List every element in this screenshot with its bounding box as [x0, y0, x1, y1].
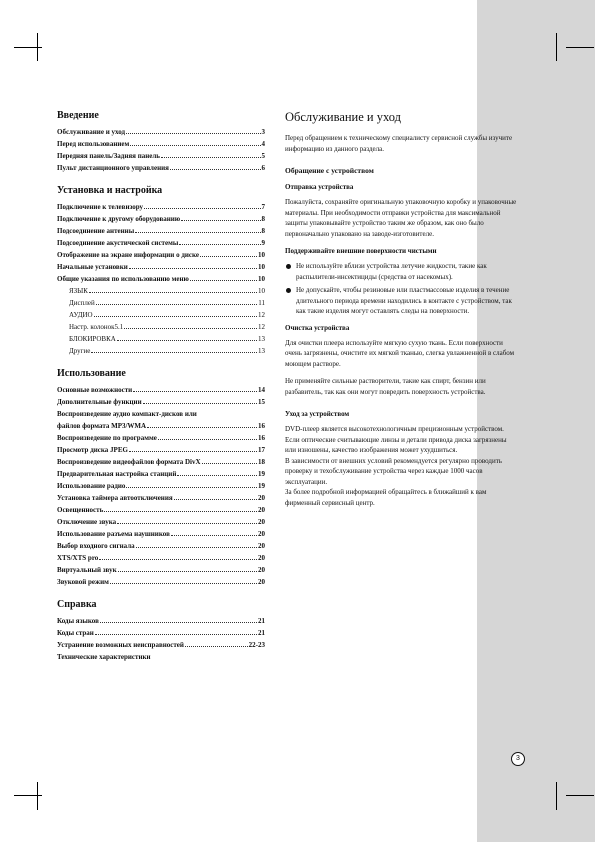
- toc-entry: [57, 504, 265, 516]
- toc-page-number: 8: [261, 227, 265, 235]
- toc-entry: [57, 150, 265, 162]
- toc-leader: [135, 226, 260, 233]
- toc-entry-text: Освещенность: [57, 506, 104, 514]
- toc-page-number: 10: [258, 263, 265, 271]
- toc-entry-text: АУДИО: [69, 311, 93, 319]
- toc-leader: [99, 553, 257, 560]
- toc-entry: [57, 468, 265, 480]
- toc-entry: [57, 225, 265, 237]
- toc-leader: [170, 163, 261, 170]
- bullet-icon: [286, 288, 291, 293]
- toc-entry-text: Просмотр диска JPEG: [57, 446, 128, 454]
- section-title: Обслуживание и уход: [285, 110, 402, 124]
- toc-entry: [57, 309, 265, 321]
- toc-entry-text: Общие указания по использованию меню: [57, 275, 189, 283]
- toc-entry-text: Обслуживание и уход: [57, 128, 126, 136]
- toc-entry: [57, 162, 265, 174]
- toc-entry-text: Подсоединение антенны: [57, 227, 135, 235]
- toc-entry: [57, 126, 265, 138]
- toc-entry: [57, 138, 265, 150]
- toc-entry-text: Воспроизведение аудио компакт-дисков или: [57, 410, 197, 418]
- toc-entry: [57, 384, 265, 396]
- care-text-2: В зависимости от внешних условий рекомендуется регулярно проводить проверку и техобслуживание устройства через каждые 1000 часов эксплуатации.: [285, 456, 502, 486]
- toc-leader: [147, 421, 257, 428]
- toc-entry-text: Отключение звука: [57, 518, 117, 526]
- toc-entry-text: Виртуальный звук: [57, 566, 117, 574]
- toc-page-number: 20: [258, 506, 265, 514]
- toc-leader: [100, 616, 257, 623]
- toc-entry-text: Пульт дистанционного управления: [57, 164, 169, 172]
- toc-page-number: 11: [258, 299, 265, 307]
- toc-page-number: 13: [258, 335, 265, 343]
- cleaning-heading: Очистка устройства: [285, 323, 350, 332]
- toc-page-number: 5: [261, 152, 265, 160]
- toc-entry: [57, 261, 265, 273]
- toc-leader: [104, 505, 257, 512]
- toc-entry: [57, 420, 265, 432]
- toc-entry-text: Технические характеристики: [57, 653, 151, 661]
- toc-page-number: 20: [258, 542, 265, 550]
- intro-text: Перед обращением к техническому специалисту сервисной службы изучите информацию из данного раздела.: [285, 134, 513, 153]
- toc-entry: [57, 333, 265, 345]
- toc-leader: [126, 481, 257, 488]
- cleaning-text-2: Не применяйте сильные растворители, такие как спирт, бензин или разбавитель, так как они могут повредить поверхность устройства.: [285, 377, 486, 396]
- toc-section-title: Использование: [57, 368, 126, 379]
- toc-entry-text: Дополнительные функции: [57, 398, 142, 406]
- toc-section: [57, 185, 265, 357]
- bullet-icon: [286, 264, 291, 269]
- toc-page-number: 20: [258, 566, 265, 574]
- toc-page-number: 10: [258, 287, 265, 295]
- toc-entry: [57, 213, 265, 225]
- toc-entry-text: Коды языков: [57, 617, 99, 625]
- toc-leader: [130, 139, 260, 146]
- toc-entry: [57, 480, 265, 492]
- toc-page-number: 19: [258, 470, 265, 478]
- toc-entry-text: Звуковой режим: [57, 578, 109, 586]
- toc-page-number: 20: [258, 494, 265, 502]
- toc-page-number: 20: [258, 518, 265, 526]
- toc-page-number: 17: [258, 446, 265, 454]
- toc-entry-text: Коды стран: [57, 629, 94, 637]
- toc-entry: [57, 249, 265, 261]
- toc-leader: [133, 385, 257, 392]
- toc-leader: [190, 274, 257, 281]
- toc-entry-text: БЛОКИРОВКА: [69, 335, 116, 343]
- toc-leader: [126, 127, 260, 134]
- toc-entry-text: Отображение на экране информации о диске: [57, 251, 199, 259]
- toc-page-number: 20: [258, 530, 265, 538]
- care-text: DVD-плеер является высокотехнологичным прецизионным устройством. Если оптические считывающие линзы и детали привода диска загрязнены или изношены, качество изображения может ухудшиться.: [285, 425, 507, 454]
- toc-entry-text: Предварительная настройка станций: [57, 470, 177, 478]
- toc-leader: [202, 457, 257, 464]
- toc-entry: [57, 273, 265, 285]
- crop-mark: [14, 795, 42, 796]
- care-heading: Уход за устройством: [285, 410, 350, 418]
- toc-entry: [57, 444, 265, 456]
- toc-page-number: 15: [258, 398, 265, 406]
- crop-mark: [556, 33, 557, 61]
- toc-entry: [57, 651, 265, 663]
- toc-entry: [57, 285, 265, 297]
- toc-section-title: Справка: [57, 599, 97, 610]
- toc-entry: [57, 540, 265, 552]
- toc-leader: [136, 541, 257, 548]
- toc-entry-text: Начальные установки: [57, 263, 128, 271]
- handling-heading: Обращение с устройством: [285, 166, 374, 175]
- toc-leader: [124, 322, 257, 329]
- toc-entry: [57, 345, 265, 357]
- toc-leader: [171, 529, 257, 536]
- toc-entry-text: Использование разъема наушников: [57, 530, 170, 538]
- toc-entry-text: Дисплей: [69, 299, 95, 307]
- toc-entry: [57, 576, 265, 588]
- surfaces-heading: Поддерживайте внешние поверхности чистыми: [285, 247, 437, 255]
- toc-leader: [95, 628, 257, 635]
- toc-entry: [57, 627, 265, 639]
- toc-leader: [161, 151, 260, 158]
- toc-entry: [57, 201, 265, 213]
- list-item: Не используйте вблизи устройства летучие жидкости, такие как распылители-инсектициды (средства от насекомых).: [285, 261, 517, 282]
- toc-page-number: 10: [258, 251, 265, 259]
- toc-leader: [94, 310, 257, 317]
- surfaces-list: [285, 261, 517, 317]
- toc-page-number: 10: [258, 275, 265, 283]
- crop-mark: [37, 782, 38, 810]
- toc-entry-text: файлов формата MP3/WMA: [57, 422, 147, 430]
- toc-entry: [57, 564, 265, 576]
- toc-page-number: 14: [258, 386, 265, 394]
- toc-leader: [117, 517, 257, 524]
- toc-page-number: 6: [261, 164, 265, 172]
- toc-entry: [57, 492, 265, 504]
- toc-page-number: 16: [258, 434, 265, 442]
- toc-entry-text: Передняя панель/Задняя панель: [57, 152, 161, 160]
- toc-leader: [158, 433, 257, 440]
- cleaning-text: Для очистки плеера используйте мягкую сухую ткань. Если поверхности очень загрязнены, очистите их мягкой тканью, слегка увлажненной в слабом моющем растворе.: [285, 338, 515, 368]
- toc-entry-text: Основные возможности: [57, 386, 133, 394]
- toc-entry: [57, 432, 265, 444]
- toc-leader: [118, 565, 257, 572]
- toc-entry-text: XTS/XTS pro: [57, 554, 99, 562]
- toc-page-number: 21: [258, 617, 265, 625]
- shipping-text: Пожалуйста, сохраняйте оригинальную упаковочную коробку и упаковочные материалы. При необходимости отправки устройства для максимальной защиты упаковывайте устройство таким же образом, как оно было первоначально упаковано на заводе-изготовителе.: [285, 198, 517, 238]
- toc-page-number: 16: [258, 422, 265, 430]
- toc-entry-text: Использование радио: [57, 482, 126, 490]
- toc-entry: [57, 408, 265, 420]
- toc-entry: [57, 552, 265, 564]
- toc-entry: [57, 321, 265, 333]
- toc-entry-text: Устранение возможных неисправностей: [57, 641, 184, 649]
- crop-mark: [14, 47, 42, 48]
- page-number: 3: [511, 752, 525, 766]
- toc-entry-text: Подключение к другому оборудованию: [57, 215, 181, 223]
- toc-entry: [57, 237, 265, 249]
- toc-page-number: 18: [258, 458, 265, 466]
- toc-entry-text: Воспроизведение видеофайлов формата DivX: [57, 458, 201, 466]
- table-of-contents: [57, 110, 265, 674]
- toc-page-number: 7: [261, 203, 265, 211]
- crop-mark: [566, 47, 594, 48]
- toc-leader: [177, 469, 257, 476]
- toc-leader: [96, 298, 258, 305]
- toc-page-number: 9: [261, 239, 265, 247]
- toc-leader: [144, 202, 260, 209]
- toc-entry-text: Установка таймера автоотключения: [57, 494, 173, 502]
- toc-entry-text: Подключение к телевизору: [57, 203, 144, 211]
- toc-leader: [117, 334, 257, 341]
- toc-leader: [129, 262, 257, 269]
- toc-section: [57, 368, 265, 588]
- toc-entry: [57, 615, 265, 627]
- toc-page-number: 8: [261, 215, 265, 223]
- shipping-heading: Отправка устройства: [285, 183, 354, 191]
- toc-entry-text: Перед использованием: [57, 140, 130, 148]
- toc-leader: [110, 577, 257, 584]
- toc-page-number: 21: [258, 629, 265, 637]
- toc-page-number: 20: [258, 554, 265, 562]
- toc-entry: [57, 297, 265, 309]
- care-text-3: За более подробной информацией обращайтесь в ближайший к вам фирменный сервисный центр.: [285, 488, 487, 507]
- toc-leader: [200, 250, 257, 257]
- toc-page-number: 3: [261, 128, 265, 136]
- toc-page-number: 12: [258, 311, 265, 319]
- toc-entry: [57, 516, 265, 528]
- toc-section: [57, 599, 265, 663]
- crop-mark: [556, 782, 557, 810]
- toc-leader: [179, 238, 260, 245]
- toc-leader: [185, 640, 248, 647]
- toc-leader: [181, 214, 260, 221]
- toc-page-number: 12: [258, 323, 265, 331]
- toc-entry-text: Настр. колонок5.1: [69, 323, 124, 331]
- toc-leader: [129, 445, 257, 452]
- crop-mark: [566, 795, 594, 796]
- toc-page-number: 13: [258, 347, 265, 355]
- toc-entry: [57, 456, 265, 468]
- toc-page-number: 22-23: [248, 641, 265, 649]
- toc-entry-text: Воспроизведение по программе: [57, 434, 157, 442]
- toc-leader: [89, 286, 257, 293]
- maintenance-section: [285, 110, 517, 515]
- toc-entry-text: Выбор входного сигнала: [57, 542, 135, 550]
- list-item: Не допускайте, чтобы резиновые или пластмассовые изделия в течение длительного периода времени находились в контакте с устройством, так как такие изделия могут оставлять следы на поверхности.: [285, 285, 517, 317]
- toc-entry: [57, 639, 265, 651]
- toc-section-title: Введение: [57, 110, 99, 121]
- toc-leader: [91, 346, 257, 353]
- toc-leader: [174, 493, 257, 500]
- toc-entry: [57, 528, 265, 540]
- toc-leader: [143, 397, 257, 404]
- toc-entry: [57, 396, 265, 408]
- toc-entry-text: Подсоединение акустической системы: [57, 239, 179, 247]
- toc-entry-text: Другие: [69, 347, 91, 355]
- toc-section: [57, 110, 265, 174]
- toc-leader: [152, 653, 264, 659]
- toc-page-number: 4: [261, 140, 265, 148]
- toc-section-title: Установка и настройка: [57, 185, 163, 196]
- toc-entry-text: ЯЗЫК: [69, 287, 88, 295]
- toc-page-number: 20: [258, 578, 265, 586]
- toc-page-number: 19: [258, 482, 265, 490]
